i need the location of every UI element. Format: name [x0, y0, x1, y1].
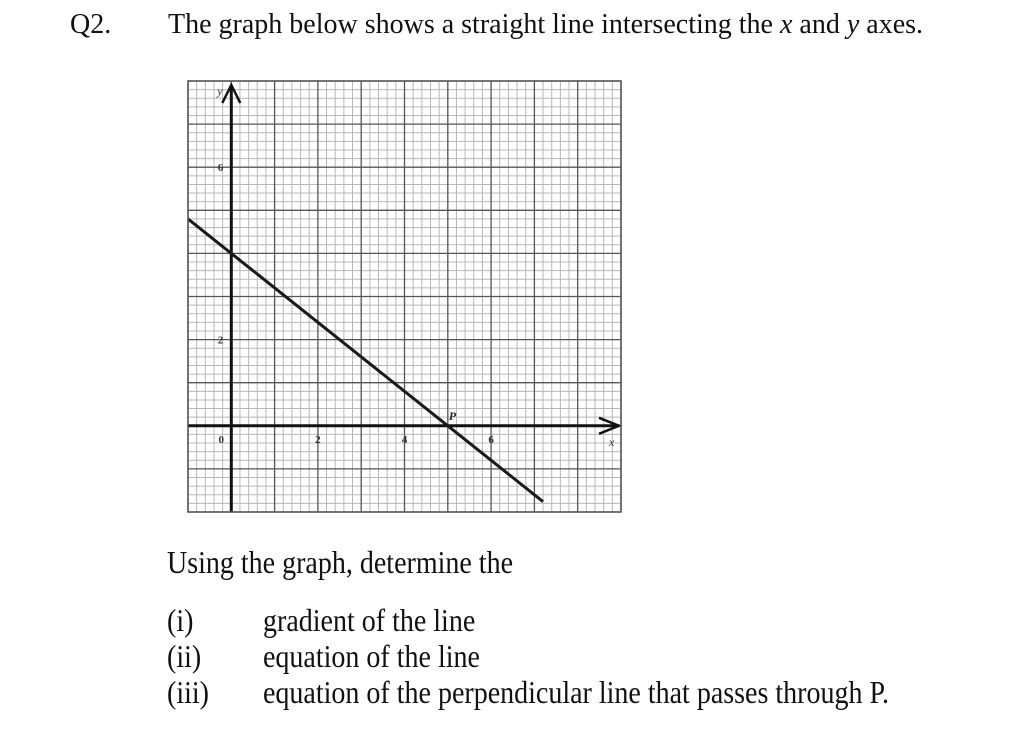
part-text-i: gradient of the line [263, 604, 476, 639]
part-text-ii: equation of the line [263, 640, 480, 675]
stem-text: The graph below shows a straight line intersecting the [168, 9, 780, 40]
question-prompt: Using the graph, determine the [167, 546, 514, 581]
part-text-iii: equation of the perpendicular line that passes through P. [263, 676, 889, 711]
x-tick-label: 6 [488, 433, 494, 446]
line-graph [185, 78, 625, 518]
x-tick-label: 2 [315, 433, 321, 446]
y-tick-label: 2 [217, 334, 224, 347]
question-number: Q2. [70, 9, 112, 40]
x-tick-label: 0 [218, 433, 225, 446]
stem-y-var: y [846, 9, 860, 40]
part-label-iii: (iii) [167, 676, 209, 711]
stem-x-var: x [779, 9, 793, 40]
x-axis-label: x [609, 434, 615, 449]
stem-text: and [792, 9, 847, 40]
x-tick-label: 4 [401, 433, 408, 446]
point-p-label: P [448, 408, 457, 423]
part-label-i: (i) [167, 604, 194, 639]
stem-text: axes. [859, 9, 924, 40]
y-tick-label: 6 [217, 162, 224, 175]
question-stem [168, 9, 923, 41]
y-axis-label: y [217, 84, 223, 98]
data-line [188, 219, 543, 502]
part-label-ii: (ii) [167, 640, 202, 675]
